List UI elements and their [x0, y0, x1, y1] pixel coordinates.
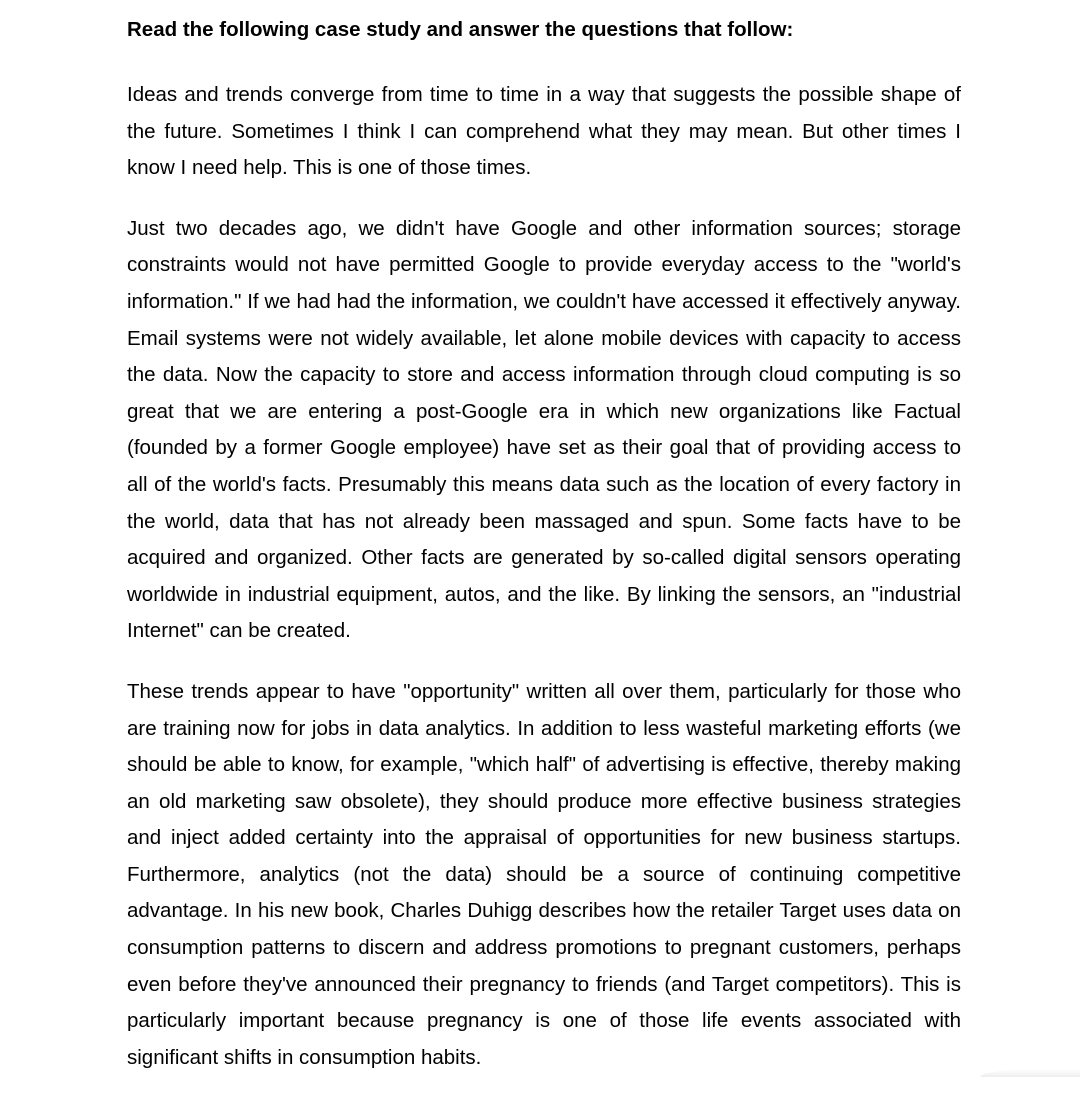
instructions-heading: Read the following case study and answer the questions that follow:	[127, 18, 794, 41]
document-page	[127, 16, 961, 1100]
paragraph-information-sources: Just two decades ago, we didn't have Google and other information sources; storage constraints would not have permitted Google to provide everyday access to the "world's information." If we had had the information, we couldn't have accessed it effectively anyway. Email systems were not widely available, let alone mobile devices with capacity to access the data. Now the capacity to store and access information through cloud computing is so great that we are entering a post-Google era in which new organizations like Factual (founded by a former Google employee) have set as their goal that of providing access to all of the world's facts. Presumably this means data such as the location of every factory in the world, data that has not already been massaged and spun. Some facts have to be acquired and organized. Other facts are generated by so-called digital sensors operating worldwide in industrial equipment, autos, and the like. By linking the sensors, an "industrial Internet" can be created.	[127, 216, 961, 643]
page-curl-shadow	[980, 1069, 1080, 1077]
paragraph-opportunity: These trends appear to have "opportunity" written all over them, particularly for those who are training now for jobs in data analytics. In addition to less wasteful marketing efforts (we should be able to know, for example, "which half" of advertising is effective, thereby making an old marketing saw obsolete), they should produce more effective business strategies and inject added certainty into the appraisal of opportunities for new business startups. Furthermore, analytics (not the data) should be a source of continuing competitive advantage. In his new book, Charles Duhigg describes how the retailer Target uses data on consumption patterns to discern and address promotions to pregnant customers, perhaps even before they've announced their pregnancy to friends (and Target competitors). This is particularly important because pregnancy is one of those life events associated with significant shifts in consumption habits.	[127, 679, 961, 1069]
paragraph-intro: Ideas and trends converge from time to time in a way that suggests the possible shape of the future. Sometimes I think I can comprehend what they may mean. But other times I know I need help. This is one of those times.	[127, 83, 961, 180]
